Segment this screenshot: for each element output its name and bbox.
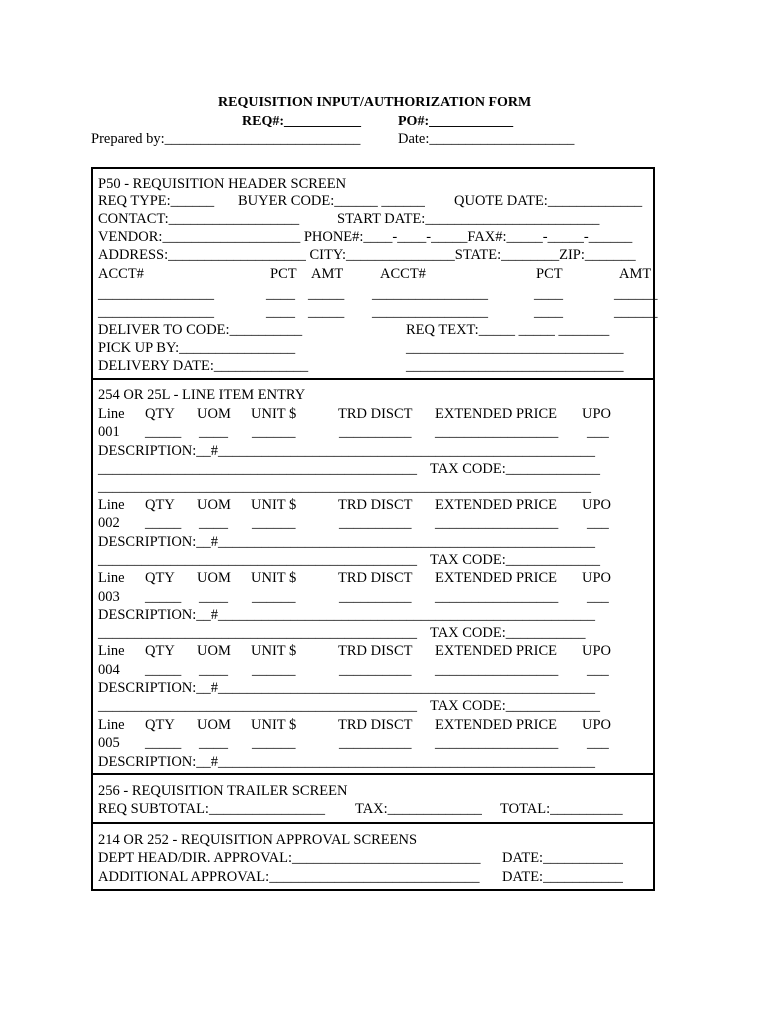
unit-price-label: UNIT $ (251, 717, 297, 733)
extended-price-label: EXTENDED PRICE (435, 570, 558, 586)
quote-date-field[interactable]: QUOTE DATE:_____________ (454, 193, 643, 209)
description-field[interactable]: DESCRIPTION:__#____________________________________________________ (98, 443, 596, 459)
dept-head-approval-field[interactable]: DEPT HEAD/DIR. APPROVAL:__________________________ (98, 850, 481, 866)
total-field[interactable]: TOTAL:__________ (500, 801, 623, 817)
trd-disct-label: TRD DISCT (338, 406, 413, 422)
upo-blank[interactable]: ___ (587, 589, 609, 605)
trd-disct-blank[interactable]: __________ (339, 662, 412, 678)
contact-field[interactable]: CONTACT:__________________ (98, 211, 300, 227)
trd-disct-blank[interactable]: __________ (339, 424, 412, 440)
description-field[interactable]: DESCRIPTION:__#____________________________________________________ (98, 607, 596, 623)
upo-label: UPO (582, 570, 612, 586)
extended-price-label: EXTENDED PRICE (435, 717, 558, 733)
description-line[interactable]: ____________________________________________ (98, 552, 417, 568)
line-number: 001 (98, 424, 120, 440)
uom-blank[interactable]: ____ (199, 662, 228, 678)
amt-blank[interactable]: _____ (308, 304, 345, 320)
trd-disct-blank[interactable]: __________ (339, 735, 412, 751)
line-label: Line (98, 643, 125, 659)
pct-blank[interactable]: ____ (266, 286, 295, 302)
extended-price-blank[interactable]: _________________ (435, 735, 559, 751)
line-items-section-title: 254 OR 25L - LINE ITEM ENTRY (98, 387, 306, 403)
uom-label: UOM (197, 406, 231, 422)
unit-price-label: UNIT $ (251, 570, 297, 586)
qty-blank[interactable]: _____ (145, 662, 182, 678)
uom-label: UOM (197, 717, 231, 733)
pct-blank[interactable]: ____ (534, 304, 563, 320)
uom-blank[interactable]: ____ (199, 589, 228, 605)
upo-blank[interactable]: ___ (587, 515, 609, 531)
qty-blank[interactable]: _____ (145, 735, 182, 751)
unit-price-blank[interactable]: ______ (252, 424, 296, 440)
req-text-field[interactable]: REQ TEXT:_____ _____ _______ (406, 322, 610, 338)
uom-label: UOM (197, 497, 231, 513)
trailer-section-title: 256 - REQUISITION TRAILER SCREEN (98, 783, 348, 799)
trd-disct-label: TRD DISCT (338, 497, 413, 513)
delivery-date-field[interactable]: DELIVERY DATE:_____________ (98, 358, 309, 374)
tax-code-field[interactable]: TAX CODE:___________ (430, 625, 586, 641)
extended-price-blank[interactable]: _________________ (435, 662, 559, 678)
extended-price-label: EXTENDED PRICE (435, 643, 558, 659)
unit-price-blank[interactable]: ______ (252, 735, 296, 751)
start-date-field[interactable]: START DATE:________________________ (337, 211, 600, 227)
qty-label: QTY (145, 570, 175, 586)
description-field[interactable]: DESCRIPTION:__#____________________________________________________ (98, 534, 596, 550)
section-divider (91, 822, 655, 824)
req-text-line[interactable]: ______________________________ (406, 340, 624, 356)
additional-approval-field[interactable]: ADDITIONAL APPROVAL:_____________________________ (98, 869, 480, 885)
trd-disct-blank[interactable]: __________ (339, 515, 412, 531)
prepared-by-field[interactable]: Prepared by:___________________________ (91, 131, 361, 147)
extended-price-label: EXTENDED PRICE (435, 497, 558, 513)
extended-price-blank[interactable]: _________________ (435, 589, 559, 605)
line-label: Line (98, 497, 125, 513)
upo-blank[interactable]: ___ (587, 662, 609, 678)
description-line[interactable]: ____________________________________________ (98, 625, 417, 641)
amt-header: AMT (619, 266, 652, 282)
req-subtotal-field[interactable]: REQ SUBTOTAL:________________ (98, 801, 325, 817)
extended-price-blank[interactable]: _________________ (435, 424, 559, 440)
unit-price-label: UNIT $ (251, 643, 297, 659)
uom-blank[interactable]: ____ (199, 424, 228, 440)
p50-section-title: P50 - REQUISITION HEADER SCREEN (98, 176, 347, 192)
line-label: Line (98, 406, 125, 422)
line-number: 002 (98, 515, 120, 531)
approval-date-field[interactable]: DATE:___________ (502, 850, 623, 866)
line-number: 005 (98, 735, 120, 751)
section-divider (91, 773, 655, 775)
deliver-to-code-field[interactable]: DELIVER TO CODE:__________ (98, 322, 303, 338)
amt-blank[interactable]: ______ (614, 304, 658, 320)
req-number-field[interactable]: REQ#:___________ (242, 114, 361, 129)
upo-label: UPO (582, 717, 612, 733)
acct-blank[interactable]: ________________ (372, 304, 488, 320)
description-line[interactable]: ____________________________________________________________________ (98, 479, 591, 495)
tax-field[interactable]: TAX:_____________ (355, 801, 482, 817)
address-city-state-zip-line[interactable]: ADDRESS:___________________ CITY:_______________STATE:________ZIP:_______ (98, 247, 636, 263)
acct-header: ACCT# (98, 266, 144, 282)
req-text-line[interactable]: ______________________________ (406, 358, 624, 374)
pct-blank[interactable]: ____ (266, 304, 295, 320)
acct-blank[interactable]: ________________ (372, 286, 488, 302)
line-label: Line (98, 570, 125, 586)
pick-up-by-field[interactable]: PICK UP BY:________________ (98, 340, 296, 356)
upo-label: UPO (582, 406, 612, 422)
trd-disct-blank[interactable]: __________ (339, 589, 412, 605)
description-field[interactable]: DESCRIPTION:__#____________________________________________________ (98, 680, 596, 696)
qty-blank[interactable]: _____ (145, 515, 182, 531)
description-line[interactable]: ____________________________________________ (98, 698, 417, 714)
line-number: 003 (98, 589, 120, 605)
description-line[interactable]: ____________________________________________ (98, 461, 417, 477)
unit-price-blank[interactable]: ______ (252, 589, 296, 605)
unit-price-label: UNIT $ (251, 497, 297, 513)
qty-blank[interactable]: _____ (145, 589, 182, 605)
trd-disct-label: TRD DISCT (338, 570, 413, 586)
upo-blank[interactable]: ___ (587, 424, 609, 440)
upo-blank[interactable]: ___ (587, 735, 609, 751)
description-field[interactable]: DESCRIPTION:__#____________________________________________________ (98, 754, 596, 770)
trd-disct-label: TRD DISCT (338, 717, 413, 733)
tax-code-field[interactable]: TAX CODE:_____________ (430, 698, 601, 714)
unit-price-blank[interactable]: ______ (252, 515, 296, 531)
line-number: 004 (98, 662, 120, 678)
qty-label: QTY (145, 406, 175, 422)
approval-section-title: 214 OR 252 - REQUISITION APPROVAL SCREENS (98, 832, 418, 848)
uom-label: UOM (197, 643, 231, 659)
unit-price-blank[interactable]: ______ (252, 662, 296, 678)
qty-label: QTY (145, 497, 175, 513)
vendor-phone-fax-line[interactable]: VENDOR:___________________ PHONE#:____-____-_____FAX#:_____-_____-______ (98, 229, 633, 245)
uom-blank[interactable]: ____ (199, 735, 228, 751)
section-divider (91, 378, 655, 380)
upo-label: UPO (582, 497, 612, 513)
line-label: Line (98, 717, 125, 733)
extended-price-blank[interactable]: _________________ (435, 515, 559, 531)
po-number-field[interactable]: PO#:____________ (398, 114, 514, 129)
amt-blank[interactable]: _____ (308, 286, 345, 302)
unit-price-label: UNIT $ (251, 406, 297, 422)
amt-blank[interactable]: ______ (614, 286, 658, 302)
additional-approval-date-field[interactable]: DATE:___________ (502, 869, 623, 885)
tax-code-field[interactable]: TAX CODE:_____________ (430, 461, 601, 477)
pct-header: PCT (270, 266, 297, 282)
upo-label: UPO (582, 643, 612, 659)
acct-blank[interactable]: ________________ (98, 286, 214, 302)
qty-label: QTY (145, 643, 175, 659)
date-field[interactable]: Date:____________________ (398, 131, 575, 147)
qty-blank[interactable]: _____ (145, 424, 182, 440)
tax-code-field[interactable]: TAX CODE:_____________ (430, 552, 601, 568)
pct-header: PCT (536, 266, 563, 282)
acct-header: ACCT# (380, 266, 426, 282)
req-type-field[interactable]: REQ TYPE:______ (98, 193, 215, 209)
uom-label: UOM (197, 570, 231, 586)
acct-blank[interactable]: ________________ (98, 304, 214, 320)
trd-disct-label: TRD DISCT (338, 643, 413, 659)
buyer-code-field[interactable]: BUYER CODE:______ ______ (238, 193, 425, 209)
pct-blank[interactable]: ____ (534, 286, 563, 302)
amt-header: AMT (311, 266, 344, 282)
uom-blank[interactable]: ____ (199, 515, 228, 531)
extended-price-label: EXTENDED PRICE (435, 406, 558, 422)
form-title: REQUISITION INPUT/AUTHORIZATION FORM (218, 95, 532, 110)
qty-label: QTY (145, 717, 175, 733)
